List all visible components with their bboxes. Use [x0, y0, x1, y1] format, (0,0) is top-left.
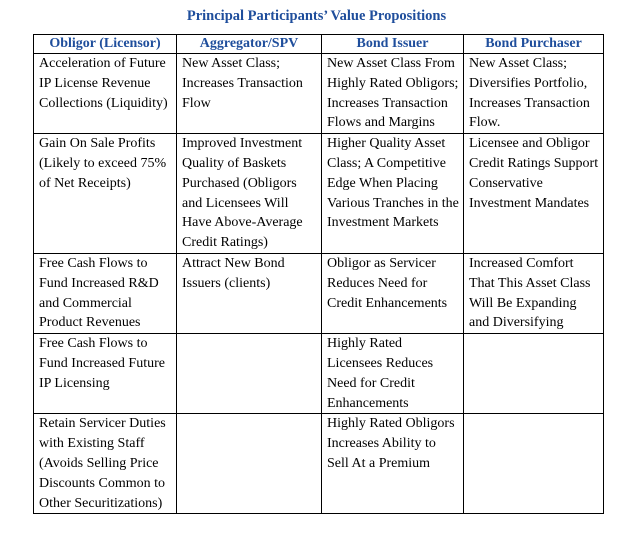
table-cell: Licensee and Obligor Credit Ratings Support Conservative Investment Mandates: [464, 134, 604, 254]
table-row: [34, 253, 604, 333]
header-bond-issuer: Bond Issuer: [322, 35, 464, 54]
table-cell: Increased Comfort That This Asset Class Will Be Expanding and Diversifying: [464, 253, 604, 333]
table-cell: Gain On Sale Profits (Likely to exceed 75% of Net Receipts): [34, 134, 177, 254]
table-cell: New Asset Class; Diversifies Portfolio, Increases Transaction Flow.: [464, 54, 604, 134]
table-row: [34, 134, 604, 254]
table-cell: Highly Rated Licensees Reduces Need for Credit Enhancements: [322, 334, 464, 414]
table-cell: Free Cash Flows to Fund Increased R&D and Commercial Product Revenues: [34, 253, 177, 333]
header-row: [34, 35, 604, 54]
header-obligor: Obligor (Licensor): [34, 35, 177, 54]
table-cell: Retain Servicer Duties with Existing Staff (Avoids Selling Price Discounts Common to Other Securitizations): [34, 414, 177, 514]
table-cell: Attract New Bond Issuers (clients): [177, 253, 322, 333]
table-cell: [177, 414, 322, 514]
table-row: [34, 414, 604, 514]
table-cell: Obligor as Servicer Reduces Need for Credit Enhancements: [322, 253, 464, 333]
table-cell: Highly Rated Obligors Increases Ability to Sell At a Premium: [322, 414, 464, 514]
table-title: Principal Participants’ Value Propositions: [186, 8, 447, 24]
table-cell: New Asset Class; Increases Transaction Flow: [177, 54, 322, 134]
table-cell: Free Cash Flows to Fund Increased Future IP Licensing: [34, 334, 177, 414]
table-cell: [464, 334, 604, 414]
table-cell: Acceleration of Future IP License Revenue Collections (Liquidity): [34, 54, 177, 134]
table-cell: [464, 414, 604, 514]
table-cell: Improved Investment Quality of Baskets Purchased (Obligors and Licensees Will Have Above-Average Credit Ratings): [177, 134, 322, 254]
table-cell: New Asset Class From Highly Rated Obligors; Increases Transaction Flows and Margins: [322, 54, 464, 134]
table-cell: [177, 334, 322, 414]
table-row: [34, 54, 604, 134]
value-propositions-table: [33, 34, 604, 514]
header-aggregator: Aggregator/SPV: [177, 35, 322, 54]
header-bond-purchaser: Bond Purchaser: [464, 35, 604, 54]
table-row: [34, 334, 604, 414]
table-cell: Higher Quality Asset Class; A Competitive Edge When Placing Various Tranches in the Investment Markets: [322, 134, 464, 254]
